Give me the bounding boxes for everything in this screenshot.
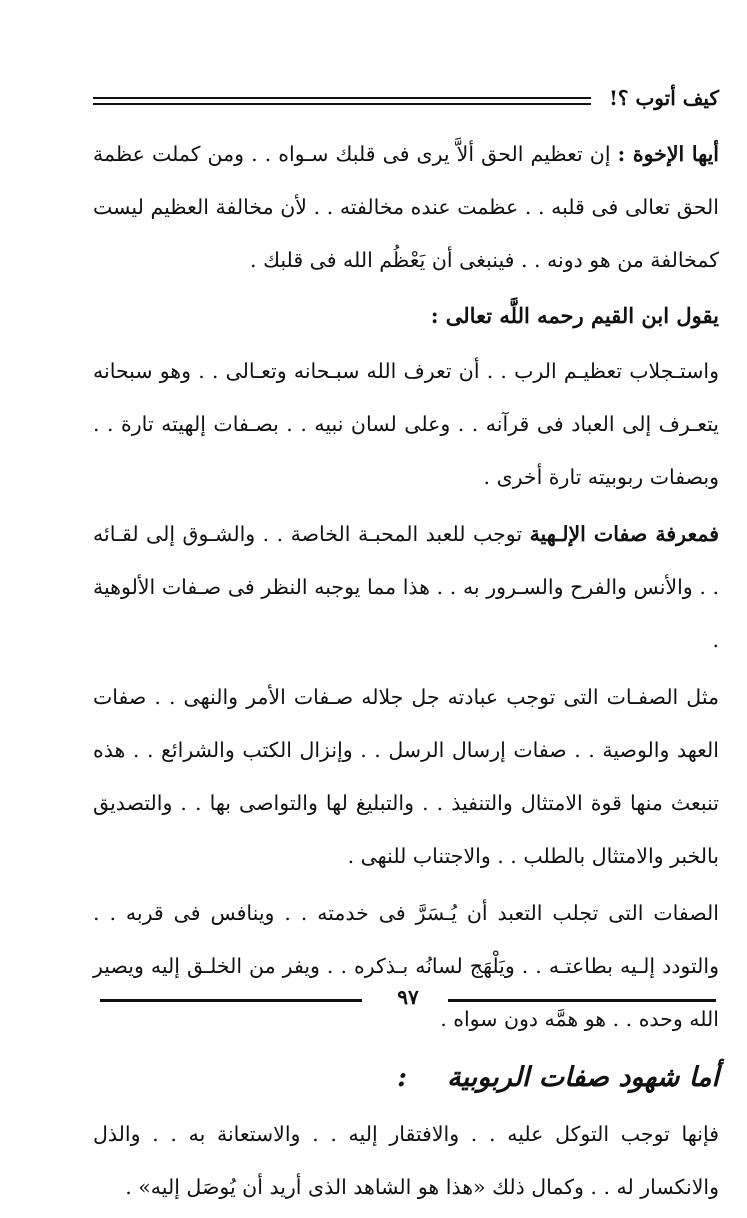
paragraph-lead: أيها الإخوة : bbox=[617, 142, 719, 166]
paragraph bbox=[93, 887, 719, 1046]
paragraph-text: فإنها توجب التوكل عليه . . والافتقار إليه . . والاستعانة به . . والذل والانكسار له . . وكمال ذلك «هذا هو الشاهد الذى أريد أن يُوصَل إليه» . bbox=[93, 1122, 719, 1199]
section-heading-title: أما شهود صفات الربوبية bbox=[447, 1062, 719, 1093]
paragraph-text: واستـجلاب تعظيـم الرب . . أن تعرف الله سبـحانه وتعـالى . . وهو سبحانه يتعـرف إلى العباد فى قرآنه . . وعلى لسان نبيه . . بصـفات إلهيته تارة . . وبصفات ربوبيته تارة أخرى . bbox=[93, 359, 719, 489]
footer-rule-left bbox=[100, 999, 362, 1002]
paragraph bbox=[93, 128, 719, 287]
paragraph-text: إن تعظيم الحق ألاَّ يرى فى قلبك سـواه . . ومن كملت عظمة الحق تعالى فى قلبه . . عظمت عنده مخالفته . . لأن مخالفة العظيم ليست كمخالفة من هو دونه . . فينبغى أن يَعْظُم الله فى قلبك . bbox=[93, 142, 719, 272]
paragraph bbox=[93, 1108, 719, 1214]
section-heading-colon: : bbox=[397, 1062, 408, 1093]
section-heading bbox=[93, 1050, 719, 1106]
paragraph-text: مثل الصفـات التى توجب عبادته جل جلاله صـفات الأمر والنهى . . صفات العهد والوصية . . صفات إرسال الرسل . . وإنزال الكتب والشرائع . . هذه تنبعث منها قوة الامتثال والتنفيذ . . والتبليغ لها والتواصى بها . . والتصديق بالخبر والامتثال بالطلب . . والاجتناب للنهى . bbox=[93, 685, 719, 868]
footer-rule-right bbox=[448, 999, 716, 1002]
page-footer bbox=[100, 985, 716, 1015]
paragraph bbox=[93, 671, 719, 883]
page-header bbox=[93, 84, 719, 114]
running-title: كيف أتوب ؟! bbox=[609, 86, 719, 110]
paragraph bbox=[93, 508, 719, 667]
quote-heading: يقول ابن القيم رحمه اللَّه تعالى : bbox=[430, 303, 719, 328]
paragraph-lead: فمعرفة صفات الإلـهية bbox=[529, 522, 719, 546]
paragraph-text: توجب للعبد المحبـة الخاصة . . والشـوق إلى لقـائه . . والأنس والفرح والسـرور به . . هذا مما يوجبه النظر فى صـفات الألوهية . bbox=[93, 522, 719, 652]
header-rule-top bbox=[93, 97, 591, 99]
header-rule-bottom bbox=[93, 103, 591, 105]
paragraph-text: الصفات التى تجلب التعبد أن يُـسَرَّ فى خدمته . . وينافس فى قربه . . والتودد إلـيه بطاعتـه . . ويَلْهَج لسانُه بـذكره . . ويفر من الخلـق إليه ويصير الله وحده . . هو همَّه دون سواه . bbox=[93, 901, 719, 1031]
page-body bbox=[93, 128, 719, 1218]
paragraph bbox=[93, 345, 719, 504]
page-number: ٩٧ bbox=[397, 985, 419, 1009]
